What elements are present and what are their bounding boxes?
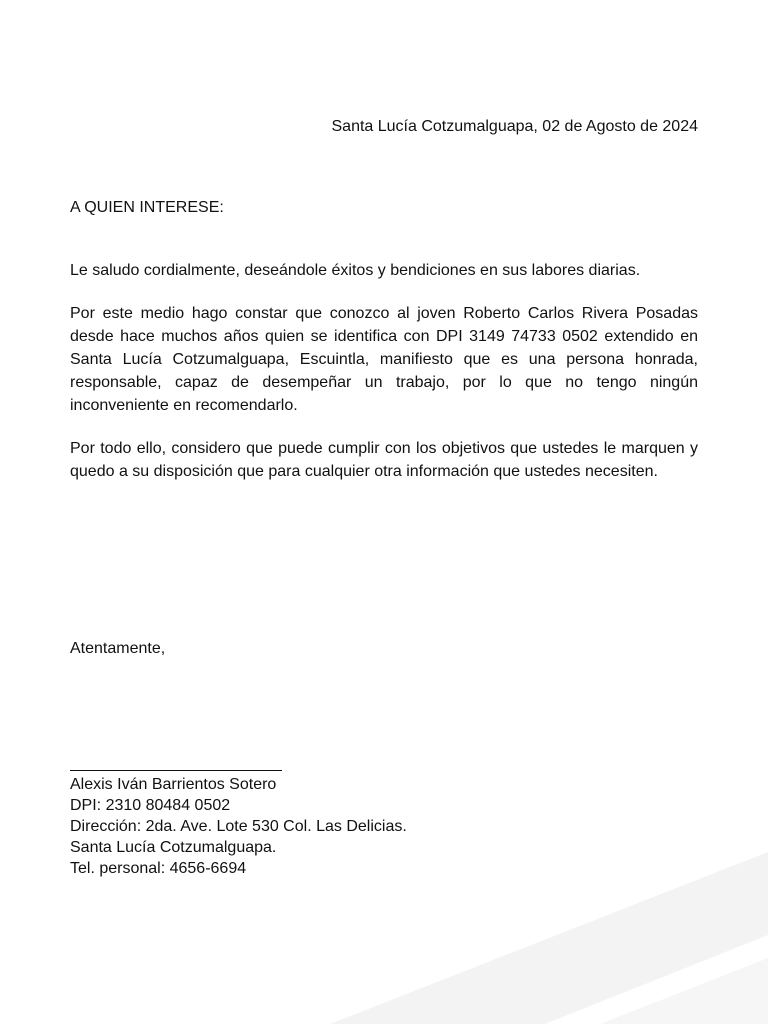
paragraph-recommendation: Por este medio hago constar que conozco al joven Roberto Carlos Rivera Posadas desde hace muchos años quien se identifica con DPI 3149 74733 0502 extendido en Santa Lucía Cotzumalguapa, Escuintla, manifiesto que es una persona honrada, responsable, capaz de desempeñar un trabajo, por lo que no tengo ningún inconveniente en recomendarlo. bbox=[70, 305, 698, 414]
paragraph-greeting: Le saludo cordialmente, deseándole éxitos y bendiciones en sus labores diarias. bbox=[70, 262, 641, 279]
signature-line bbox=[70, 770, 282, 771]
letter-date: Santa Lucía Cotzumalguapa, 02 de Agosto de 2024 bbox=[331, 118, 698, 135]
signer-phone: Tel. personal: 4656-6694 bbox=[70, 860, 247, 877]
paragraph-closing-remarks: Por todo ello, considero que puede cumplir con los objetivos que ustedes le marquen y quedo a su disposición que para cualquier otra información que ustedes necesiten. bbox=[70, 440, 698, 480]
letter-salutation: A QUIEN INTERESE: bbox=[70, 199, 224, 216]
signature-block bbox=[70, 774, 407, 879]
decor-stripe-lower bbox=[600, 958, 768, 1024]
signer-name: Alexis Iván Barrientos Sotero bbox=[70, 776, 277, 793]
signer-address: Dirección: 2da. Ave. Lote 530 Col. Las Delicias. bbox=[70, 818, 407, 835]
signer-city: Santa Lucía Cotzumalguapa. bbox=[70, 839, 277, 856]
letter-closing: Atentamente, bbox=[70, 640, 166, 657]
signer-dpi: DPI: 2310 80484 0502 bbox=[70, 797, 231, 814]
